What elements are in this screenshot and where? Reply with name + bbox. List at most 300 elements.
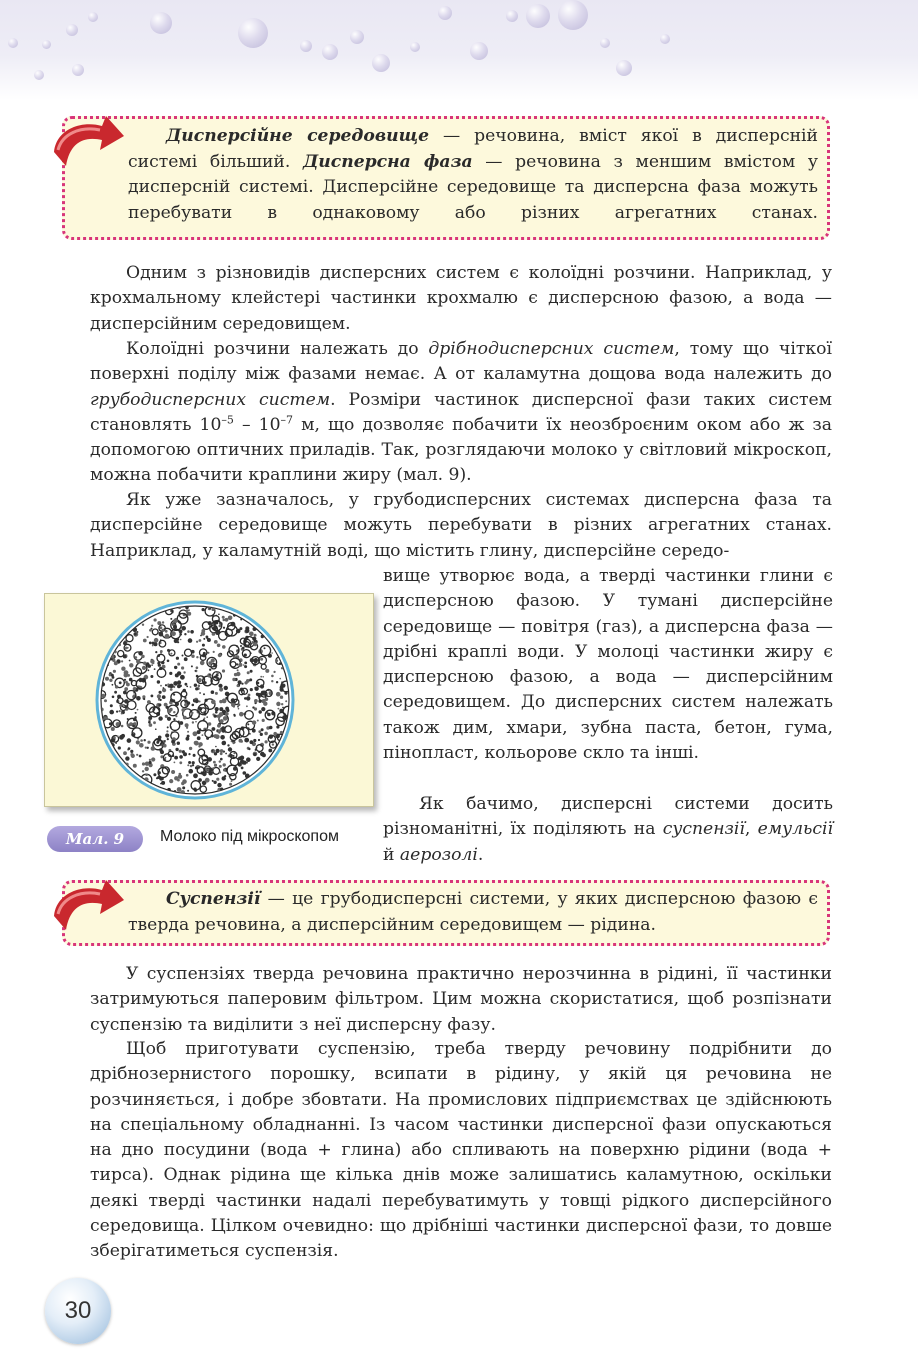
figure-caption: Молоко під мікроскопом xyxy=(160,828,339,845)
fat-droplet xyxy=(243,771,247,775)
fat-droplet xyxy=(220,735,225,740)
fat-droplet xyxy=(162,621,164,623)
fat-droplet xyxy=(144,739,146,741)
fat-droplet xyxy=(271,675,274,678)
fat-droplet xyxy=(138,678,142,682)
fat-droplet xyxy=(173,711,175,713)
fat-droplet xyxy=(139,743,144,748)
fat-droplet xyxy=(281,703,283,705)
curved-arrow-icon xyxy=(50,876,126,946)
fat-droplet xyxy=(184,697,186,699)
fat-droplet xyxy=(187,790,189,792)
fat-droplet xyxy=(225,753,227,755)
fat-droplet xyxy=(214,764,217,767)
fat-droplet xyxy=(163,744,167,748)
fat-droplet xyxy=(206,716,208,718)
term-dispersed-phase: Дисперсна фаза xyxy=(302,151,473,172)
fat-droplet xyxy=(214,715,217,718)
fat-droplet xyxy=(133,687,136,690)
fat-droplet xyxy=(167,709,171,713)
fat-droplet xyxy=(215,746,217,748)
fat-droplet xyxy=(249,632,254,637)
fat-droplet xyxy=(225,714,227,716)
fat-droplet xyxy=(110,704,113,707)
fat-droplet xyxy=(246,705,248,707)
fat-droplet xyxy=(204,717,206,719)
fat-droplet xyxy=(186,774,189,777)
fat-droplet xyxy=(174,756,178,760)
fat-droplet xyxy=(192,761,195,764)
fat-droplet xyxy=(133,722,136,725)
fat-droplet xyxy=(231,780,233,782)
fat-droplet xyxy=(231,740,233,742)
fat-droplet xyxy=(129,663,133,667)
fat-droplet xyxy=(262,699,266,703)
fat-droplet xyxy=(186,686,188,688)
fat-droplet xyxy=(258,730,261,733)
fat-droplet xyxy=(211,734,214,737)
fat-droplet xyxy=(160,750,164,754)
fat-droplet xyxy=(158,699,160,701)
fat-droplet xyxy=(187,764,189,766)
fat-droplet xyxy=(121,667,125,671)
fat-droplet xyxy=(193,773,198,778)
fat-droplet xyxy=(145,773,148,776)
fat-droplet xyxy=(145,767,149,771)
fat-droplet xyxy=(219,760,221,762)
fat-droplet xyxy=(265,740,268,743)
fat-droplet xyxy=(136,659,140,663)
figure-label-badge: Мал. 9 xyxy=(47,826,143,852)
definition-body: — речовина з меншим вмістом у дисперсній системі. Дисперсійне середовище та дисперсна фаза можуть перебувати в однаковому або різних агрегатних станах. xyxy=(128,151,818,223)
fat-droplet xyxy=(208,661,212,665)
fat-droplet xyxy=(133,718,137,722)
fat-droplet xyxy=(264,732,268,736)
fat-droplet xyxy=(212,780,214,782)
fat-droplet xyxy=(219,687,223,691)
fat-droplet xyxy=(207,769,209,771)
fat-droplet xyxy=(188,638,193,643)
fat-droplet xyxy=(279,678,281,680)
fat-droplet xyxy=(145,747,147,749)
fat-droplet xyxy=(154,668,156,670)
fat-droplet xyxy=(127,738,132,743)
fat-droplet xyxy=(162,629,165,632)
fat-droplet xyxy=(115,742,117,744)
fat-droplet xyxy=(151,757,155,761)
microscope-view-image xyxy=(45,594,373,806)
fat-droplet xyxy=(239,712,244,717)
fat-droplet xyxy=(222,741,227,746)
fat-droplet xyxy=(278,708,280,710)
paragraph: Колоїдні розчини належать до дрібнодисперсних систем, тому що чіткої поверхні поділу між фазами немає. А от каламутна дощова вода належить до грубодисперсних систем. Розміри частинок дисперсної фази таких систем становлять $10^{-5} - 10^{-7}$ м, що дозволяє побачити їх неозброєним оком або ж за допомогою оптичних приладів. Так, розглядаючи молоко у світловий мікроскоп, можна побачити краплини жиру (мал. 9). xyxy=(90,339,832,486)
bubble-decoration xyxy=(66,24,78,36)
fat-droplet xyxy=(237,669,239,671)
fat-droplet xyxy=(196,666,199,669)
fat-droplet xyxy=(179,685,182,688)
fat-droplet xyxy=(249,678,252,681)
fat-droplet xyxy=(141,655,144,658)
paragraph: Як уже зазначалось, у грубодисперсних системах дисперсна фаза та дисперсійне середовище можуть перебувати в різних агрегатних станах. Наприклад, у каламутній воді, що містить глину, дисперсійне середо- xyxy=(90,490,832,561)
fat-droplet xyxy=(129,660,131,662)
fat-droplet xyxy=(211,750,213,752)
fat-droplet xyxy=(231,622,236,627)
fat-droplet xyxy=(209,608,211,610)
fat-droplet xyxy=(161,781,165,785)
fat-droplet xyxy=(184,633,186,635)
fat-droplet xyxy=(133,764,137,768)
fat-droplet xyxy=(196,656,198,658)
fat-droplet xyxy=(274,671,276,673)
fat-droplet xyxy=(189,769,194,774)
fat-droplet xyxy=(140,739,143,742)
fat-droplet xyxy=(209,674,211,676)
fat-droplet xyxy=(169,779,173,783)
bubble-decoration xyxy=(372,54,390,72)
fat-droplet xyxy=(185,683,188,686)
fat-droplet xyxy=(281,667,283,669)
fat-droplet xyxy=(258,739,260,741)
fat-droplet xyxy=(183,689,186,692)
fat-droplet xyxy=(124,687,128,691)
fat-droplet xyxy=(160,650,163,653)
fat-droplet xyxy=(238,708,240,710)
fat-droplet xyxy=(273,732,277,736)
fat-droplet xyxy=(157,680,160,683)
fat-droplet xyxy=(276,692,281,697)
fat-droplet xyxy=(130,750,133,753)
bubble-decoration xyxy=(42,40,51,49)
fat-droplet xyxy=(151,625,153,627)
fat-droplet xyxy=(167,660,170,663)
fat-droplet xyxy=(202,734,204,736)
fat-droplet xyxy=(260,733,263,736)
fat-droplet xyxy=(250,670,253,673)
fat-droplet xyxy=(113,670,116,673)
fat-droplet xyxy=(198,685,201,688)
fat-droplet xyxy=(186,609,189,612)
fat-droplet xyxy=(257,682,260,685)
fat-droplet xyxy=(139,755,142,758)
fat-droplet xyxy=(247,671,250,674)
fat-droplet xyxy=(169,672,172,675)
fat-droplet xyxy=(261,691,266,696)
fat-droplet xyxy=(223,763,226,766)
fat-droplet xyxy=(241,767,244,770)
fat-droplet xyxy=(240,619,242,621)
fat-droplet xyxy=(119,681,122,684)
fat-droplet xyxy=(218,729,221,732)
fat-droplet xyxy=(112,684,114,686)
fat-droplet xyxy=(215,692,218,695)
fat-droplet xyxy=(214,640,218,644)
fat-droplet xyxy=(181,708,185,712)
fat-droplet xyxy=(233,705,235,707)
fat-droplet xyxy=(121,713,123,715)
fat-droplet xyxy=(206,737,209,740)
fat-droplet xyxy=(142,770,144,772)
fat-droplet xyxy=(213,651,215,653)
fat-droplet xyxy=(212,727,216,731)
fat-droplet xyxy=(221,726,225,730)
fat-droplet xyxy=(280,686,284,690)
fat-droplet xyxy=(229,783,232,786)
fat-droplet xyxy=(257,720,259,722)
fat-droplet xyxy=(189,747,192,750)
fat-droplet xyxy=(276,702,280,706)
fat-droplet xyxy=(187,630,190,633)
fat-droplet xyxy=(186,737,190,741)
fat-droplet xyxy=(250,688,253,691)
fat-droplet xyxy=(180,639,182,641)
paragraph: Щоб приготувати суспензію, треба тверду речовину подрібнити до дрібнозернистого порошку, всипати в рідину, у якій ця речовина не розчиняється, і добре збовтати. На промислових підприємствах це здійснюють на спеціальному обладнанні. Із часом частинки дисперсної фази опускаються на дно посудини (вода + глина) або спливають на поверхню рідини (вода + тирса). Однак рідина ще кілька днів може залишатись каламутною, оскільки деякі тверді частинки надалі перебуватимуть у товщі рідкого дисперсійного середовища. Цілком очевидно: що дрібніші частинки дисперсної фази, то довше зберігатиметься суспензія. xyxy=(90,1039,832,1262)
fat-droplet xyxy=(272,743,274,745)
fat-droplet xyxy=(240,740,243,743)
fat-droplet xyxy=(166,730,168,732)
fat-droplet xyxy=(261,707,265,711)
fat-droplet xyxy=(171,731,173,733)
fat-droplet xyxy=(196,675,199,678)
fat-droplet xyxy=(244,665,247,668)
bubble-decoration xyxy=(506,10,518,22)
fat-droplet xyxy=(271,680,273,682)
fat-droplet xyxy=(262,719,265,722)
bubble-decoration xyxy=(150,12,172,34)
paragraph-continued: вище утворює вода, а тверді частинки глини є дисперсною фазою. У тумані дисперсійне середовище — повітря (газ), а дисперсна фаза — дрібні краплі води. У молоці частинки жиру є дисперсною фазою, а вода — дисперсійним середовищем. До дисперсних систем належать також дим, хмари, зубна паста, бетон, гума, пінопласт, кольорове скло та інші. xyxy=(383,566,833,764)
fat-droplet xyxy=(169,684,174,689)
fat-droplet xyxy=(219,765,222,768)
fat-droplet xyxy=(260,658,263,661)
paragraph: Одним з різновидів дисперсних систем є колоїдні розчини. Наприклад, у крохмальному клейстері частинки крохмалю є дисперсною фазою, а вода — дисперсійним середовищем. xyxy=(90,263,832,334)
page-number: 30 xyxy=(45,1278,111,1344)
fat-droplet xyxy=(136,696,141,701)
bubble-decoration xyxy=(34,70,44,80)
fat-droplet xyxy=(223,619,226,622)
fat-droplet xyxy=(184,700,187,703)
fat-droplet xyxy=(194,684,197,687)
fat-droplet xyxy=(254,687,258,691)
fat-droplet xyxy=(171,631,176,636)
fat-droplet xyxy=(188,761,191,764)
fat-droplet xyxy=(176,657,179,660)
fat-droplet xyxy=(157,621,161,625)
fat-droplet xyxy=(213,781,216,784)
bubble-decoration xyxy=(438,6,452,20)
fat-droplet xyxy=(186,727,188,729)
fat-droplet xyxy=(165,630,168,633)
fat-droplet xyxy=(155,728,157,730)
fat-droplet xyxy=(152,645,154,647)
fat-droplet xyxy=(223,627,225,629)
fat-droplet xyxy=(149,642,152,645)
fat-droplet xyxy=(116,711,118,713)
fat-droplet xyxy=(253,642,257,646)
fat-droplet xyxy=(111,727,115,731)
fat-droplet xyxy=(212,767,214,769)
fat-droplet xyxy=(191,665,193,667)
fat-droplet xyxy=(158,716,162,720)
fat-droplet xyxy=(160,685,162,687)
fat-droplet xyxy=(136,740,140,744)
fat-droplet xyxy=(181,626,186,631)
fat-droplet xyxy=(183,671,185,673)
fat-droplet xyxy=(265,669,269,673)
fat-droplet xyxy=(124,699,129,704)
curved-arrow-icon xyxy=(50,112,126,182)
fat-droplet xyxy=(165,634,170,639)
fat-droplet xyxy=(223,716,228,721)
fat-droplet xyxy=(118,746,121,749)
fat-droplet xyxy=(194,741,199,746)
fat-droplet xyxy=(182,655,184,657)
fat-droplet xyxy=(127,647,129,649)
bubble-decoration xyxy=(558,0,588,30)
fat-droplet xyxy=(181,782,184,785)
fat-droplet xyxy=(256,757,260,761)
fat-droplet xyxy=(220,752,223,755)
fat-droplet xyxy=(180,675,185,680)
fat-droplet xyxy=(153,773,156,776)
fat-droplet xyxy=(165,733,169,737)
fat-droplet xyxy=(195,670,197,672)
fat-droplet xyxy=(135,712,137,714)
fat-droplet xyxy=(159,632,162,635)
fat-droplet xyxy=(174,762,176,764)
bubble-decoration xyxy=(660,34,670,44)
fat-droplet xyxy=(252,720,256,724)
fat-droplet xyxy=(165,684,167,686)
fat-droplet xyxy=(152,662,154,664)
fat-droplet xyxy=(203,638,205,640)
paragraph: Як бачимо, дисперсні системи досить різноманітні, їх поділяють на суспензії, емульсії й аерозолі. xyxy=(383,794,833,865)
fat-droplet xyxy=(117,695,121,699)
fat-droplet xyxy=(220,719,224,723)
fat-droplet xyxy=(195,721,197,723)
bubble-decoration xyxy=(600,38,610,48)
fat-droplet xyxy=(238,680,242,684)
fat-droplet xyxy=(111,674,114,677)
fat-droplet xyxy=(149,723,153,727)
paragraph: У суспензіях тверда речовина практично нерозчинна в рідині, її частинки затримуються паперовим фільтром. Цим можна скористатися, щоб розпізнати суспензію та виділити з неї дисперсну фазу. xyxy=(90,964,832,1035)
fat-droplet xyxy=(227,744,229,746)
fat-droplet xyxy=(195,687,198,690)
fat-droplet xyxy=(179,630,183,634)
bubble-decoration xyxy=(470,42,488,60)
definition-body: — це грубодисперсні системи, у яких дисперсною фазою є тверда речовина, а дисперсійним середовищем — рідина. xyxy=(128,889,818,935)
fat-droplet xyxy=(157,654,160,657)
fat-droplet xyxy=(151,664,153,666)
definition-text xyxy=(128,124,818,226)
fat-droplet xyxy=(162,695,166,699)
fat-droplet xyxy=(104,699,107,702)
fat-droplet xyxy=(220,758,223,761)
fat-droplet xyxy=(104,716,107,719)
fat-droplet xyxy=(192,712,194,714)
fat-droplet xyxy=(151,746,156,751)
fat-droplet xyxy=(167,683,169,685)
fat-droplet xyxy=(124,679,126,681)
fat-droplet xyxy=(249,733,251,735)
fat-droplet xyxy=(154,618,157,621)
fat-droplet xyxy=(217,644,221,648)
fat-droplet xyxy=(167,726,169,728)
fat-droplet xyxy=(179,755,183,759)
fat-droplet xyxy=(211,690,215,694)
fat-droplet xyxy=(260,752,265,757)
fat-droplet xyxy=(199,756,201,758)
fat-droplet xyxy=(105,677,109,681)
fat-droplet xyxy=(167,738,169,740)
fat-droplet xyxy=(148,721,151,724)
fat-droplet xyxy=(145,762,149,766)
fat-droplet xyxy=(143,639,147,643)
bubble-decoration xyxy=(526,4,550,28)
fat-droplet xyxy=(206,636,209,639)
definition-text xyxy=(128,887,818,938)
fat-droplet xyxy=(280,731,283,734)
fat-droplet xyxy=(153,721,156,724)
fat-droplet xyxy=(268,654,272,658)
fat-droplet xyxy=(179,761,182,764)
fat-droplet xyxy=(267,713,271,717)
fat-droplet xyxy=(232,678,235,681)
fat-droplet xyxy=(213,761,216,764)
fat-droplet xyxy=(196,641,198,643)
fat-droplet xyxy=(102,694,106,698)
fat-droplet xyxy=(228,616,233,621)
fat-droplet xyxy=(158,703,161,706)
fat-droplet xyxy=(143,662,146,665)
fat-droplet xyxy=(204,733,206,735)
fat-droplet xyxy=(214,752,217,755)
fat-droplet xyxy=(149,629,151,631)
fat-droplet xyxy=(170,699,173,702)
fat-droplet xyxy=(217,724,221,728)
fat-droplet xyxy=(142,762,145,765)
fat-droplet xyxy=(250,658,254,662)
fat-droplet xyxy=(224,775,226,777)
fat-droplet xyxy=(199,639,202,642)
fat-droplet xyxy=(117,735,119,737)
fat-droplet xyxy=(211,700,216,705)
fat-droplet xyxy=(229,754,233,758)
fat-droplet xyxy=(219,700,222,703)
fat-droplet xyxy=(208,722,211,725)
fat-droplet xyxy=(202,608,205,611)
fat-droplet xyxy=(124,673,129,678)
fat-droplet xyxy=(214,734,218,738)
fat-droplet xyxy=(201,631,205,635)
fat-droplet xyxy=(203,693,205,695)
fat-droplet xyxy=(167,717,171,721)
fat-droplet xyxy=(165,757,167,759)
fat-droplet xyxy=(187,612,191,616)
fat-droplet xyxy=(246,757,251,762)
fat-droplet xyxy=(218,684,222,688)
fat-droplet xyxy=(112,696,115,699)
fat-droplet xyxy=(216,677,219,680)
fat-droplet xyxy=(142,624,144,626)
fat-droplet xyxy=(175,673,179,677)
fat-droplet xyxy=(121,660,123,662)
fat-droplet xyxy=(236,629,241,634)
bubble-decoration xyxy=(322,44,338,60)
fat-droplet xyxy=(255,748,257,750)
fat-droplet xyxy=(276,681,278,683)
fat-droplet xyxy=(128,747,131,750)
fat-droplet xyxy=(192,721,194,723)
fat-droplet xyxy=(125,705,128,708)
